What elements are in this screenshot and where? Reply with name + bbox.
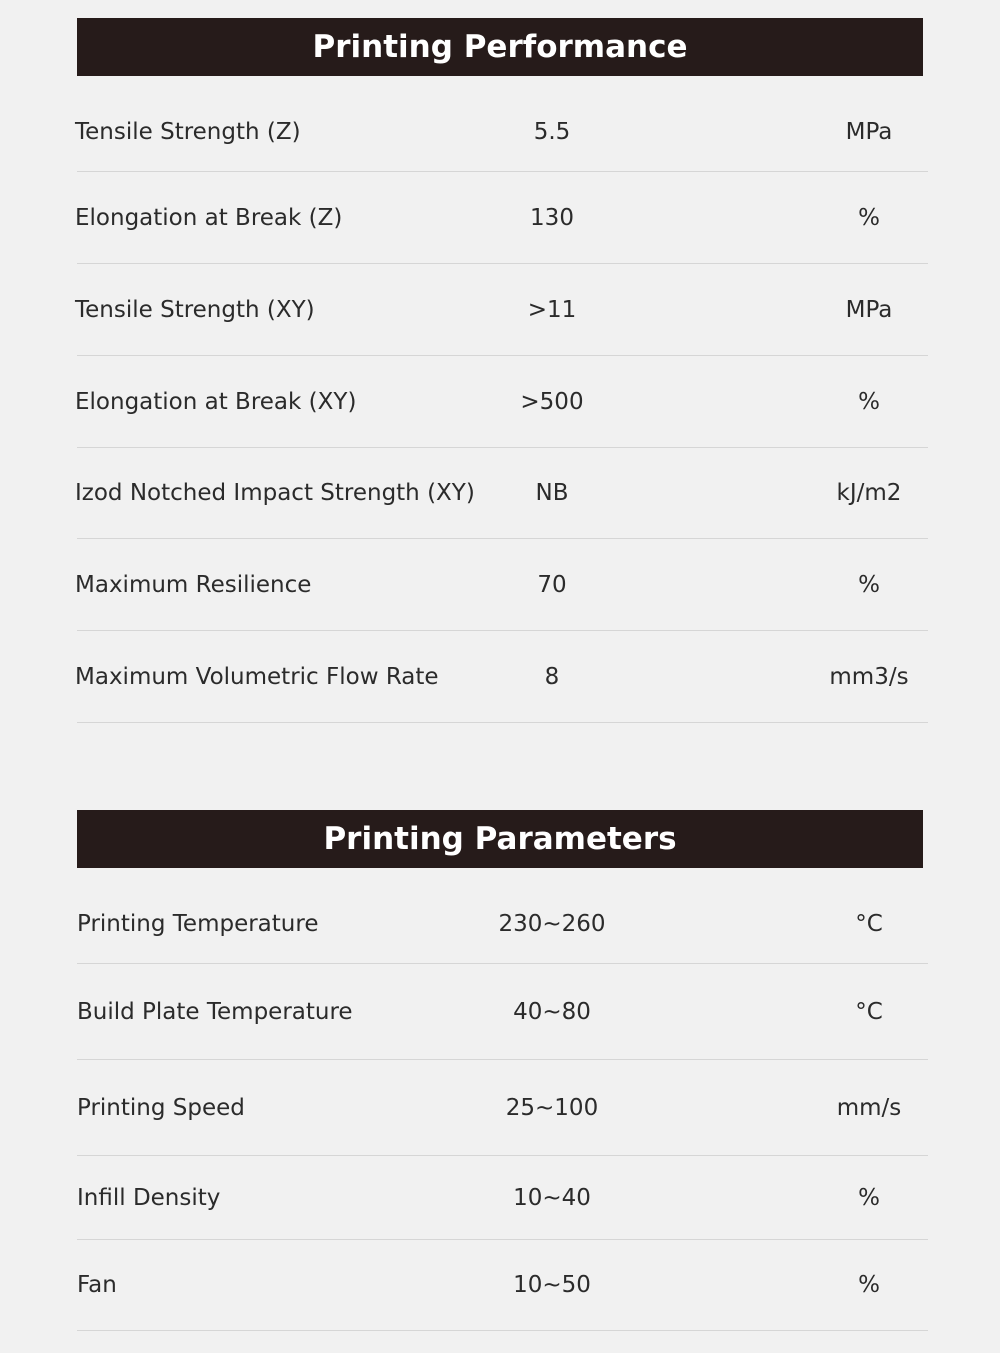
row-unit: kJ/m2 [836,480,902,506]
row-label: Maximum Volumetric Flow Rate [75,663,439,690]
table-row [77,264,928,356]
row-unit: °C [855,910,883,937]
row-value: 8 [544,663,560,690]
table-row [77,1240,928,1331]
row-label: Maximum Resilience [75,571,312,598]
row-value: 10~50 [513,1272,591,1298]
table-row [77,539,928,631]
table-row [77,1156,928,1240]
row-label: Tensile Strength (XY) [75,296,315,323]
table-row [77,448,928,539]
printing-performance-title: Printing Performance [312,29,688,65]
row-label: Fan [77,1272,117,1298]
row-unit: mm3/s [829,663,909,690]
row-label: Build Plate Temperature [77,998,353,1025]
table-row [77,172,928,264]
row-value: NB [535,480,569,506]
row-label: Infill Density [77,1184,221,1211]
table-row [77,964,928,1060]
row-unit: MPa [845,296,893,323]
row-value: 70 [537,571,567,598]
row-unit: MPa [845,118,893,145]
row-label: Elongation at Break (Z) [75,204,343,231]
printing-performance-header [77,18,923,76]
row-unit: % [858,388,880,415]
row-unit: mm/s [836,1094,902,1121]
row-value: >11 [527,296,577,323]
row-label: Tensile Strength (Z) [75,118,301,145]
row-label: Elongation at Break (XY) [75,388,357,415]
row-label: Printing Speed [77,1094,245,1121]
printing-parameters-header [77,810,923,868]
row-value: 25~100 [505,1094,599,1121]
row-value: 230~260 [498,910,606,937]
table-row [77,1060,928,1156]
table-row [77,356,928,448]
row-unit: % [858,571,880,598]
table-row [77,884,928,964]
row-value: 5.5 [533,118,571,145]
printing-parameters-title: Printing Parameters [323,821,677,857]
row-unit: % [858,1272,880,1298]
row-value: 10~40 [513,1184,591,1211]
table-row [77,631,928,723]
row-unit: % [858,204,880,231]
row-label: Printing Temperature [77,910,319,937]
row-unit: °C [855,998,883,1025]
row-value: 40~80 [513,998,591,1025]
row-value: 130 [530,204,574,231]
row-label: Izod Notched Impact Strength (XY) [75,480,475,506]
row-unit: % [858,1184,880,1211]
table-row [77,92,928,172]
row-value: >500 [520,388,584,415]
